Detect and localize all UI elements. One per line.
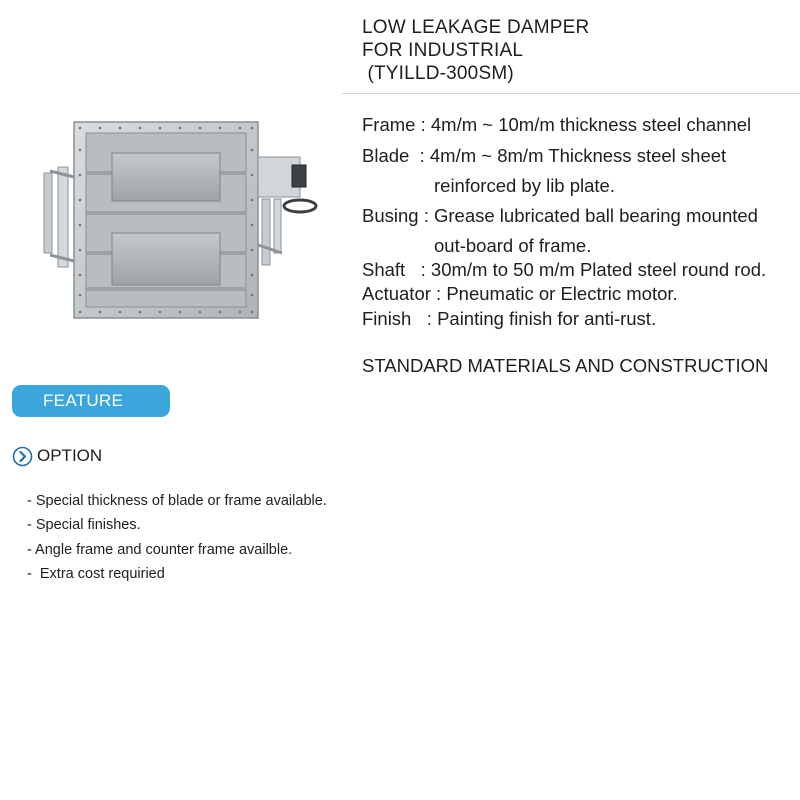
spec-frame-sep: :	[415, 114, 431, 135]
title-line-3: (TYILLD-300SM)	[362, 63, 514, 84]
spec-actuator	[362, 283, 678, 305]
spec-shaft-sep: :	[405, 259, 431, 280]
spec-busing-label: Busing	[362, 205, 419, 226]
damper-product-image	[0, 95, 342, 327]
spec-shaft-value: 30m/m to 50 m/m Plated steel round rod.	[430, 259, 767, 280]
title-line-2: FOR INDUSTRIAL	[362, 40, 524, 61]
spec-shaft	[362, 259, 766, 281]
option-label: OPTION	[37, 446, 103, 465]
spec-actuator-value: Pneumatic or Electric motor.	[446, 283, 678, 304]
spec-blade-sep: :	[409, 145, 430, 166]
option-item: - Special thickness of blade or frame available.	[27, 493, 327, 509]
option-heading	[12, 445, 102, 467]
spec-frame	[362, 114, 751, 136]
spec-blade-label: Blade	[362, 145, 410, 166]
spec-blade-value: 4m/m ~ 8m/m Thickness steel sheet	[429, 145, 727, 166]
spec-busing	[362, 205, 758, 227]
spec-blade	[362, 145, 726, 167]
spec-finish-value: Painting finish for anti-rust.	[437, 308, 657, 329]
title-line-1: LOW LEAKAGE DAMPER	[362, 17, 590, 38]
spec-busing-sep: :	[418, 205, 434, 226]
spec-frame-label: Frame	[362, 114, 416, 135]
feature-badge: FEATURE	[12, 385, 170, 417]
spec-blade-cont: reinforced by lib plate.	[434, 175, 615, 196]
spec-finish-sep: :	[411, 308, 438, 329]
spec-busing-value: Grease lubricated ball bearing mounted	[434, 205, 758, 226]
title-divider	[342, 93, 800, 94]
option-item: - Extra cost requiried	[27, 565, 165, 582]
chevron-circle-icon	[12, 446, 33, 467]
option-item: - Special finishes.	[27, 517, 141, 534]
spec-shaft-label: Shaft	[362, 259, 406, 280]
spec-finish-label: Finish	[362, 308, 412, 329]
standard-heading: STANDARD MATERIALS AND CONSTRUCTION	[362, 355, 769, 376]
spec-frame-value: 4m/m ~ 10m/m thickness steel channel	[430, 114, 752, 135]
spec-actuator-sep: :	[430, 283, 447, 304]
option-item: - Angle frame and counter frame availble.	[27, 541, 293, 558]
product-title	[362, 16, 589, 85]
option-list	[27, 489, 327, 586]
spec-actuator-label: Actuator	[362, 283, 431, 304]
spec-busing-cont: out-board of frame.	[434, 235, 592, 256]
spec-finish	[362, 308, 656, 330]
